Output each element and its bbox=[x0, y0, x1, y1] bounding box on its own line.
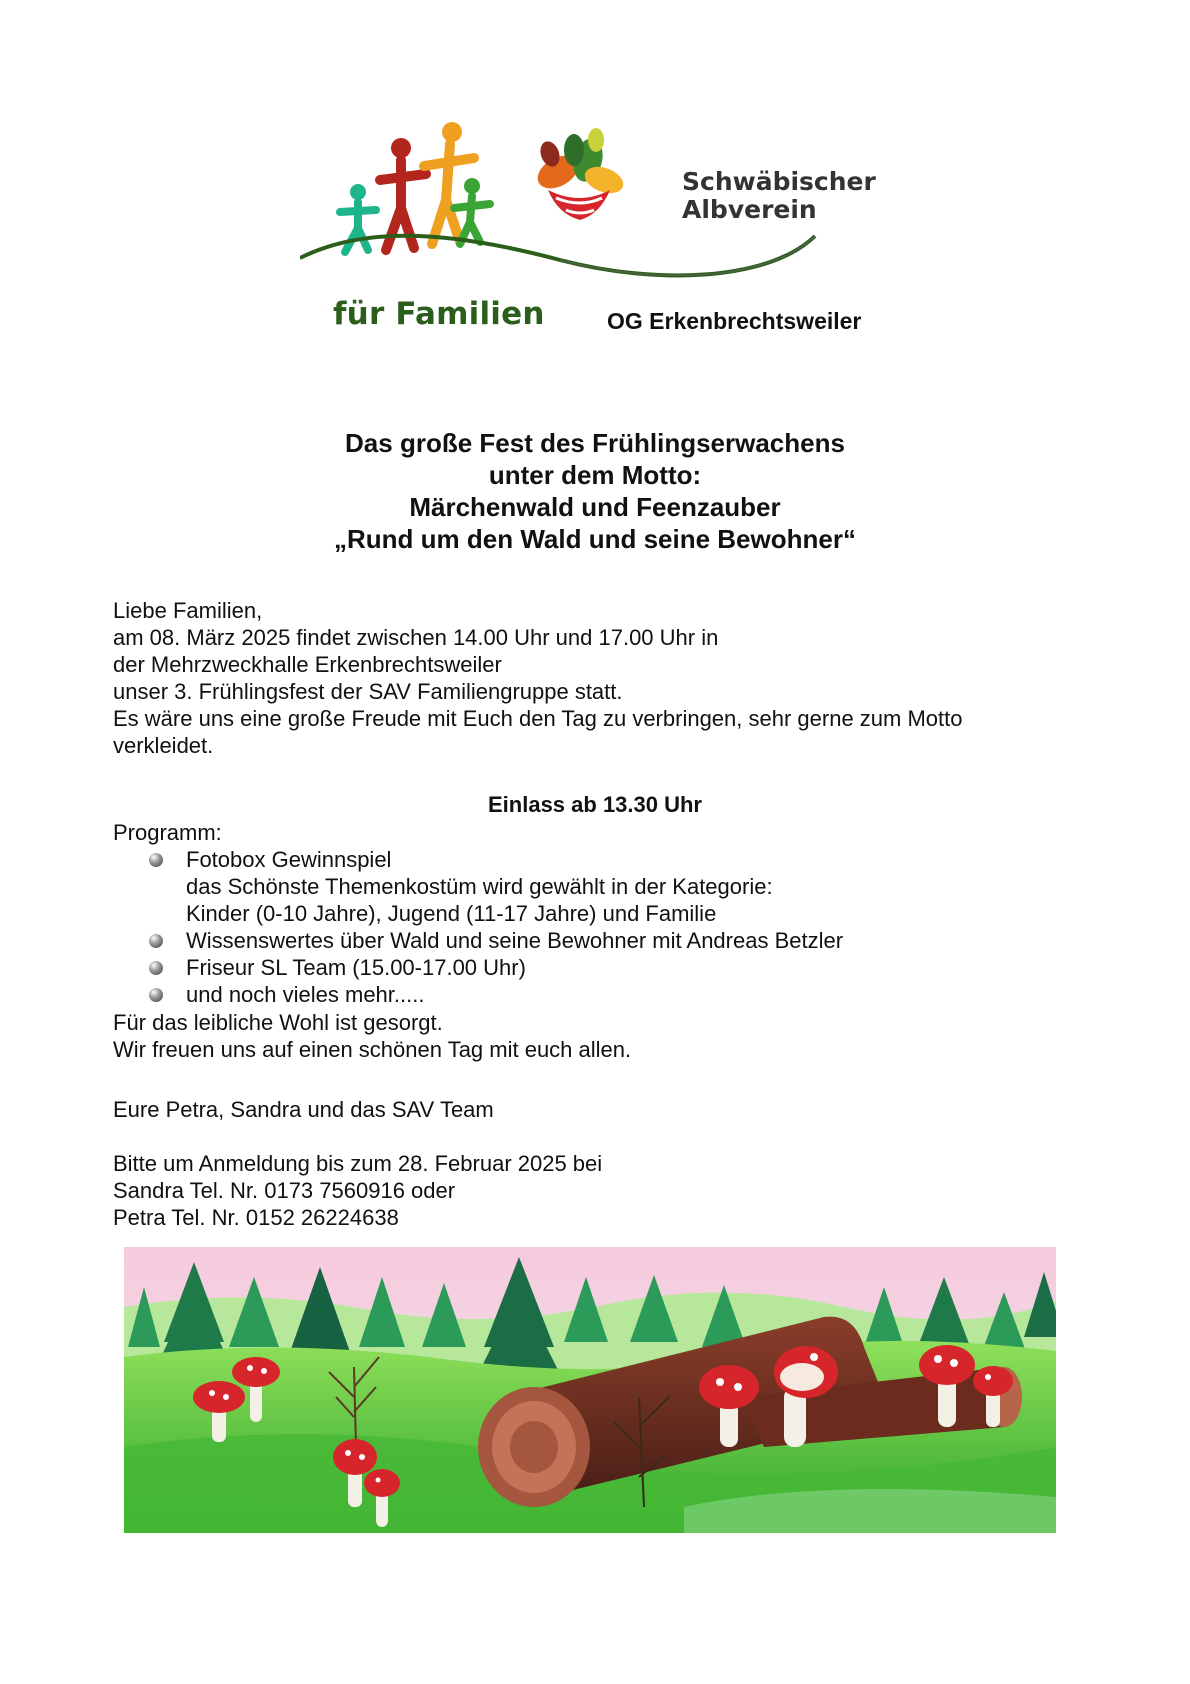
programm-item-detail: Kinder (0-10 Jahre), Jugend (11-17 Jahre) und Familie bbox=[186, 901, 717, 926]
programm-heading: Programm: bbox=[113, 820, 222, 845]
list-item bbox=[145, 846, 1045, 927]
signature: Eure Petra, Sandra und das SAV Team bbox=[113, 1097, 494, 1122]
greeting: Liebe Familien, bbox=[113, 598, 263, 623]
registration-contact-sandra: Sandra Tel. Nr. 0173 7560916 oder bbox=[113, 1178, 456, 1203]
bullet-icon bbox=[149, 934, 163, 948]
closing-paragraph bbox=[113, 1009, 631, 1063]
intro-paragraph bbox=[113, 597, 1073, 759]
programm-item-label: Wissenswertes über Wald und seine Bewohner mit Andreas Betzler bbox=[186, 928, 844, 953]
forest-scene-svg bbox=[124, 1247, 1056, 1533]
familien-figures-icon bbox=[340, 122, 490, 252]
programm-list bbox=[145, 846, 1045, 1008]
programm-item-label: Friseur SL Team (15.00-17.00 Uhr) bbox=[186, 955, 526, 980]
programm-item-label: Fotobox Gewinnspiel bbox=[186, 847, 392, 872]
albverein-leaves-icon bbox=[532, 128, 627, 220]
logo-header bbox=[300, 110, 920, 350]
event-title bbox=[0, 427, 1190, 555]
closing-line-1: Für das leibliche Wohl ist gesorgt. bbox=[113, 1010, 443, 1035]
intro-line-2: der Mehrzweckhalle Erkenbrechtsweiler bbox=[113, 652, 502, 677]
registration-line-1: Bitte um Anmeldung bis zum 28. Februar 2025 bei bbox=[113, 1151, 603, 1176]
albverein-logo-text bbox=[682, 168, 876, 224]
intro-line-5: verkleidet. bbox=[113, 733, 214, 758]
registration-contact-petra: Petra Tel. Nr. 0152 26224638 bbox=[113, 1205, 399, 1230]
title-line-3: Märchenwald und Feenzauber bbox=[409, 492, 781, 522]
title-line-2: unter dem Motto: bbox=[488, 460, 702, 490]
albverein-line-1: Schwäbischer bbox=[682, 167, 876, 196]
bullet-icon bbox=[149, 961, 163, 975]
einlass-time: Einlass ab 13.30 Uhr bbox=[488, 792, 702, 817]
title-line-4: „Rund um den Wald und seine Bewohner“ bbox=[334, 524, 856, 554]
registration-info bbox=[113, 1150, 602, 1231]
title-line-1: Das große Fest des Frühlingserwachens bbox=[345, 428, 845, 458]
programm-item-label: und noch vieles mehr..... bbox=[186, 982, 425, 1007]
ortsgruppe-label: OG Erkenbrechtsweiler bbox=[607, 308, 862, 334]
list-item bbox=[145, 927, 1045, 954]
bullet-icon bbox=[149, 988, 163, 1002]
albverein-line-2: Albverein bbox=[682, 195, 817, 224]
bullet-icon bbox=[149, 853, 163, 867]
list-item bbox=[145, 954, 1045, 981]
intro-line-3: unser 3. Frühlingsfest der SAV Familiengruppe statt. bbox=[113, 679, 623, 704]
intro-line-1: am 08. März 2025 findet zwischen 14.00 Uhr und 17.00 Uhr in bbox=[113, 625, 719, 650]
familien-logo-text: für Familien bbox=[333, 296, 545, 332]
programm-item-detail: das Schönste Themenkostüm wird gewählt in der Kategorie: bbox=[186, 874, 773, 899]
closing-line-2: Wir freuen uns auf einen schönen Tag mit euch allen. bbox=[113, 1037, 632, 1062]
list-item bbox=[145, 981, 1045, 1008]
intro-line-4: Es wäre uns eine große Freude mit Euch den Tag zu verbringen, sehr gerne zum Motto bbox=[113, 706, 963, 731]
forest-meadow-illustration bbox=[124, 1247, 1056, 1533]
swoosh-line bbox=[300, 236, 815, 276]
